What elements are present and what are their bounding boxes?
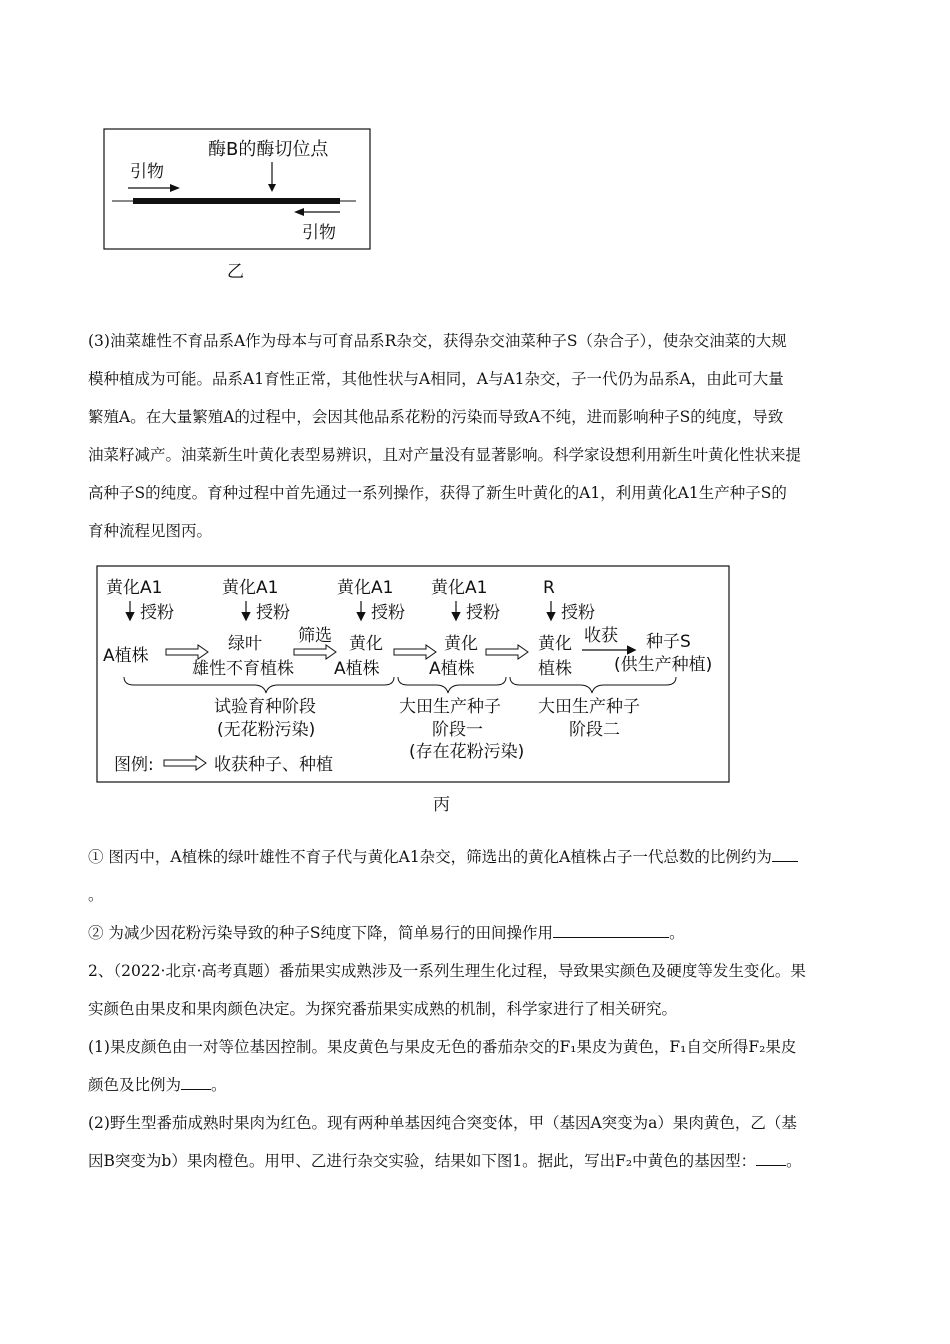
stage-1-note: (无花粉污染) xyxy=(217,720,316,740)
pollinate-label-5: 授粉 xyxy=(561,603,595,623)
question-1-text: ① 图丙中，A植株的绿叶雄性不育子代与黄化A1杂交，筛选出的黄化A植株占子一代总数的比例约为 xyxy=(88,848,772,866)
problem-2-part2-line: (2)野生型番茄成熟时果肉为红色。现有两种单基因纯合突变体，甲（基因A突变为a）果肉黄色，乙（基 xyxy=(88,1114,797,1132)
top-label-3: 黄化A1 xyxy=(337,578,394,598)
paragraph-line: 模种植成为可能。品系A1育性正常，其他性状与A相同，A与A1杂交，子一代仍为品系A，由此可大量 xyxy=(88,370,784,388)
top-label-4: 黄化A1 xyxy=(431,578,488,598)
yellow-3-label: 黄化 xyxy=(538,634,572,654)
male-sterile-label: 雄性不育植株 xyxy=(192,659,294,679)
stage-3b-label: 阶段二 xyxy=(569,720,620,740)
top-label-1: 黄化A1 xyxy=(106,578,163,598)
yellow-1b-label: A植株 xyxy=(334,659,380,679)
hollow-arrow-icon xyxy=(394,645,436,659)
pollinate-label-4: 授粉 xyxy=(466,603,500,623)
legend-text: 收获种子、种植 xyxy=(214,755,333,775)
hollow-arrow-icon xyxy=(294,645,336,659)
hollow-arrow-icon xyxy=(486,645,528,659)
problem-2-part2-end: 。 xyxy=(786,1152,802,1170)
figure-yi xyxy=(100,126,375,254)
yellow-2b-label: A植株 xyxy=(429,659,475,679)
figure-yi-caption: 乙 xyxy=(227,262,244,282)
paragraph-line: 油菜籽减产。油菜新生叶黄化表型易辨识，且对产量没有显著影响。科学家设想利用新生叶黄化性状来提 xyxy=(88,446,802,464)
question-2-text: ② 为减少因花粉污染导致的种子S纯度下降，简单易行的田间操作用 xyxy=(88,924,554,942)
yellow-1-label: 黄化 xyxy=(349,634,383,654)
question-2-end: 。 xyxy=(669,924,685,942)
problem-2-part2-line: 因B突变为b）果肉橙色。用甲、乙进行杂交实验，结果如下图1。据此，写出F₂中黄色的基因型： xyxy=(88,1152,757,1170)
enzyme-site-label: 酶B的酶切位点 xyxy=(208,139,329,160)
seed-s-note: (供生产种植) xyxy=(614,655,713,675)
paragraph-3 xyxy=(88,322,878,550)
top-label-2: 黄化A1 xyxy=(222,578,279,598)
paragraph-line: (3)油菜雄性不育品系A作为母本与可育品系R杂交，获得杂交油菜种子S（杂合子），使杂交油菜的大规 xyxy=(88,332,787,350)
answer-blank[interactable] xyxy=(772,845,798,862)
figure-bing-caption: 丙 xyxy=(433,795,450,815)
problem-2-line: 2、（2022·北京·高考真题）番茄果实成熟涉及一系列生理生化过程，导致果实颜色及硬度等发生变化。果 xyxy=(88,962,806,980)
paragraph-line: 繁殖A。在大量繁殖A的过程中，会因其他品系花粉的污染而导致A不纯，进而影响种子S的纯度，导致 xyxy=(88,408,784,426)
stage-1-label: 试验育种阶段 xyxy=(214,697,316,717)
stage-2b-label: 阶段一 xyxy=(432,720,483,740)
pollinate-label-2: 授粉 xyxy=(256,603,290,623)
stage-2a-label: 大田生产种子 xyxy=(399,697,501,717)
problem-2-line: 实颜色由果皮和果肉颜色决定。为探究番茄果实成熟的机制，科学家进行了相关研究。 xyxy=(88,1000,678,1018)
green-leaf-label: 绿叶 xyxy=(228,634,262,654)
answer-blank[interactable] xyxy=(756,1149,786,1166)
legend-label: 图例: xyxy=(114,755,154,775)
problem-2-part1-line: (1)果皮颜色由一对等位基因控制。果皮黄色与果皮无色的番茄杂交的F₁果皮为黄色，F₁自交所得F₂果皮 xyxy=(88,1038,797,1056)
pollinate-label-3: 授粉 xyxy=(371,603,405,623)
problem-2-part1-end: 。 xyxy=(211,1076,227,1094)
stage-2-note: (存在花粉污染) xyxy=(409,742,525,762)
question-1-end: 。 xyxy=(88,886,104,904)
dna-bar xyxy=(133,198,340,204)
a-plant-label: A植株 xyxy=(103,646,149,666)
legend-hollow-arrow-icon xyxy=(164,756,206,770)
stage-3a-label: 大田生产种子 xyxy=(538,697,640,717)
screen-label: 筛选 xyxy=(298,626,332,646)
problem-2 xyxy=(88,952,878,1180)
hollow-arrow-icon xyxy=(166,645,208,659)
answer-blank[interactable] xyxy=(553,921,669,938)
primer-left-label: 引物 xyxy=(130,162,164,182)
yellow-2-label: 黄化 xyxy=(444,634,478,654)
figure-bing xyxy=(94,563,734,785)
seed-s-label: 种子S xyxy=(646,632,691,652)
paragraph-line: 育种流程见图丙。 xyxy=(88,522,213,540)
pollinate-label-1: 授粉 xyxy=(140,603,174,623)
question-1 xyxy=(88,838,878,914)
problem-2-part1-line: 颜色及比例为 xyxy=(88,1076,182,1094)
question-2 xyxy=(88,914,878,952)
answer-blank[interactable] xyxy=(181,1073,211,1090)
harvest-label: 收获 xyxy=(584,626,618,646)
yellow-3b-label: 植株 xyxy=(538,659,572,679)
paragraph-line: 高种子S的纯度。育种过程中首先通过一系列操作，获得了新生叶黄化的A1，利用黄化A1生产种子S的 xyxy=(88,484,787,502)
primer-right-label: 引物 xyxy=(302,223,336,243)
top-label-5: R xyxy=(543,578,555,598)
